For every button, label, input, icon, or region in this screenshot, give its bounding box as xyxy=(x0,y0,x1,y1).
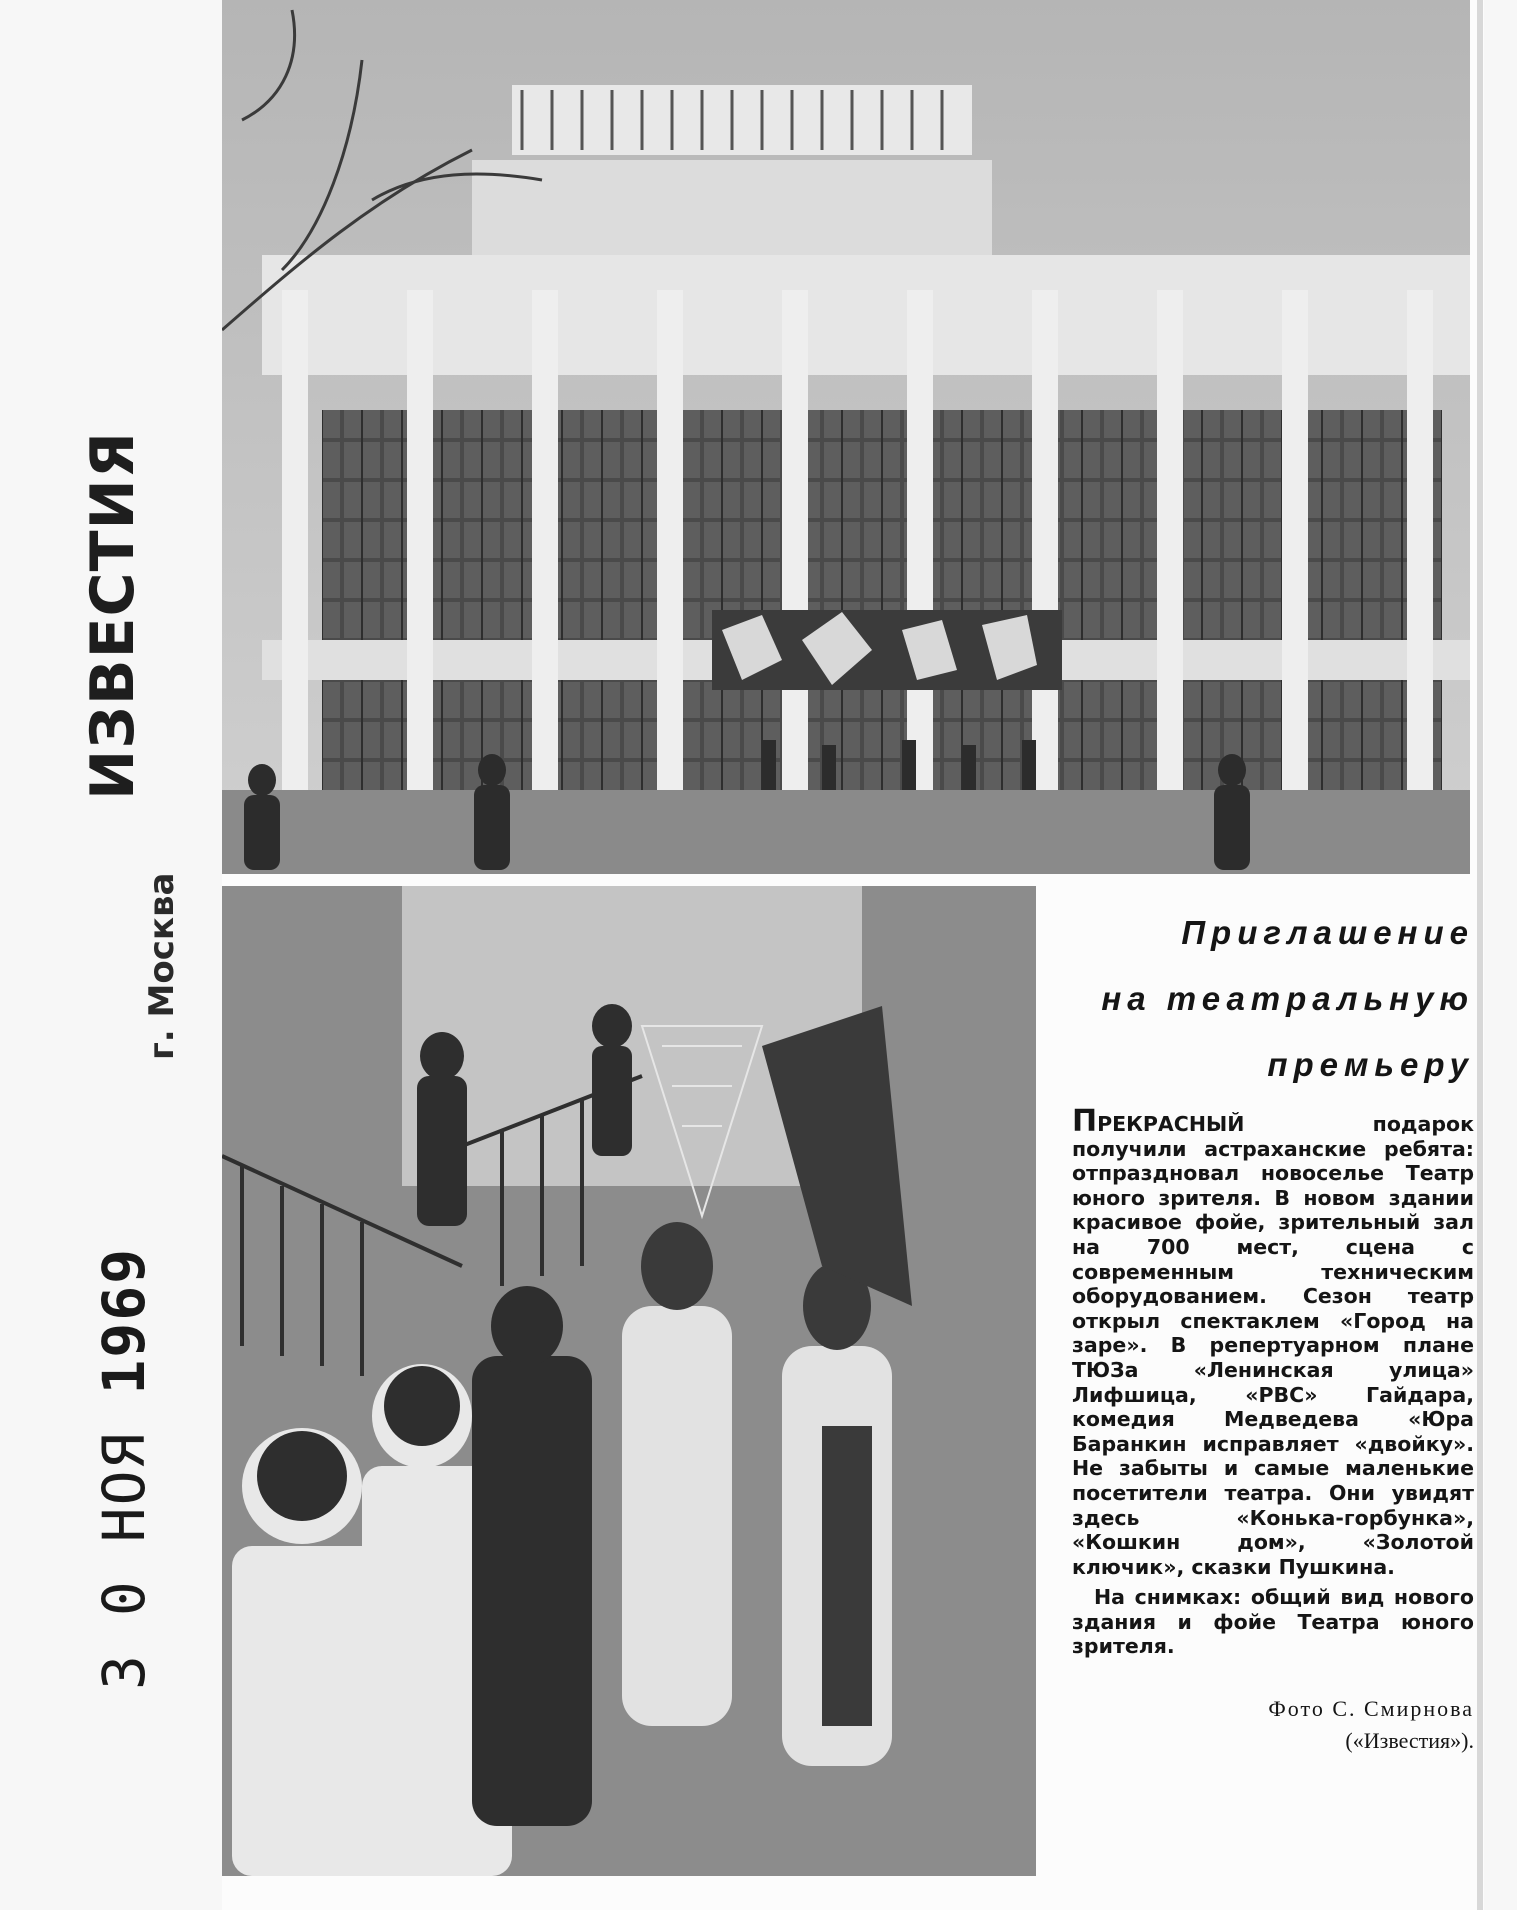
theatre-building-illustration xyxy=(222,0,1470,874)
article-dropcap: П xyxy=(1072,1104,1098,1139)
headline-line-3: премьеру xyxy=(1267,1046,1474,1083)
photo-credit-agency: («Известия»). xyxy=(1345,1728,1474,1754)
stamp-date-day-month: 3 0 НОЯ xyxy=(90,1431,158,1690)
theatre-foyer-photo xyxy=(222,886,1036,1876)
article-body xyxy=(1072,1104,1474,1579)
photo-caption: На снимках: общий вид нового здания и фойе Театра юного зрителя. xyxy=(1072,1585,1474,1659)
stamp-date-year: 1969 xyxy=(90,1246,158,1395)
article-body-text: РЕКРАСНЫЙ подарок получили астраханские ребята: отпраздновал новоселье Театр юного зрителя. В новом здании красивое фойе, зрительный зал на 700 мест, сцена с современным техническим оборудованием. Сезон театр открыл спектаклем «Город на заре». В репертуарном плане ТЮЗа «Ленинская улица» Лифшица, «РВС» Гайдара, комедия Медведева «Юра Баранкин исправляет «двойку». Не забыты и самые маленькие посетители театра. Они увидят здесь «Конька-горбунка», «Кошкин дом», «Золотой ключик», сказки Пушкина. xyxy=(1072,1112,1474,1579)
headline-line-1: Приглашение xyxy=(1181,914,1474,951)
stamp-date xyxy=(90,1247,158,1690)
theatre-foyer-illustration xyxy=(222,886,1036,1876)
article xyxy=(1072,900,1474,1757)
stamp-newspaper-name: ИЗВЕСТИЯ xyxy=(78,431,148,800)
stamp-city: г. Москва xyxy=(142,872,182,1060)
photo-credit-author: Фото С. Смирнова xyxy=(1268,1696,1474,1722)
photo-credit xyxy=(1072,1693,1474,1757)
headline-line-2: на театральную xyxy=(1101,980,1474,1017)
theatre-building-photo xyxy=(222,0,1470,874)
article-headline xyxy=(1072,900,1474,1098)
clipping-edge-shadow xyxy=(1477,0,1483,1910)
